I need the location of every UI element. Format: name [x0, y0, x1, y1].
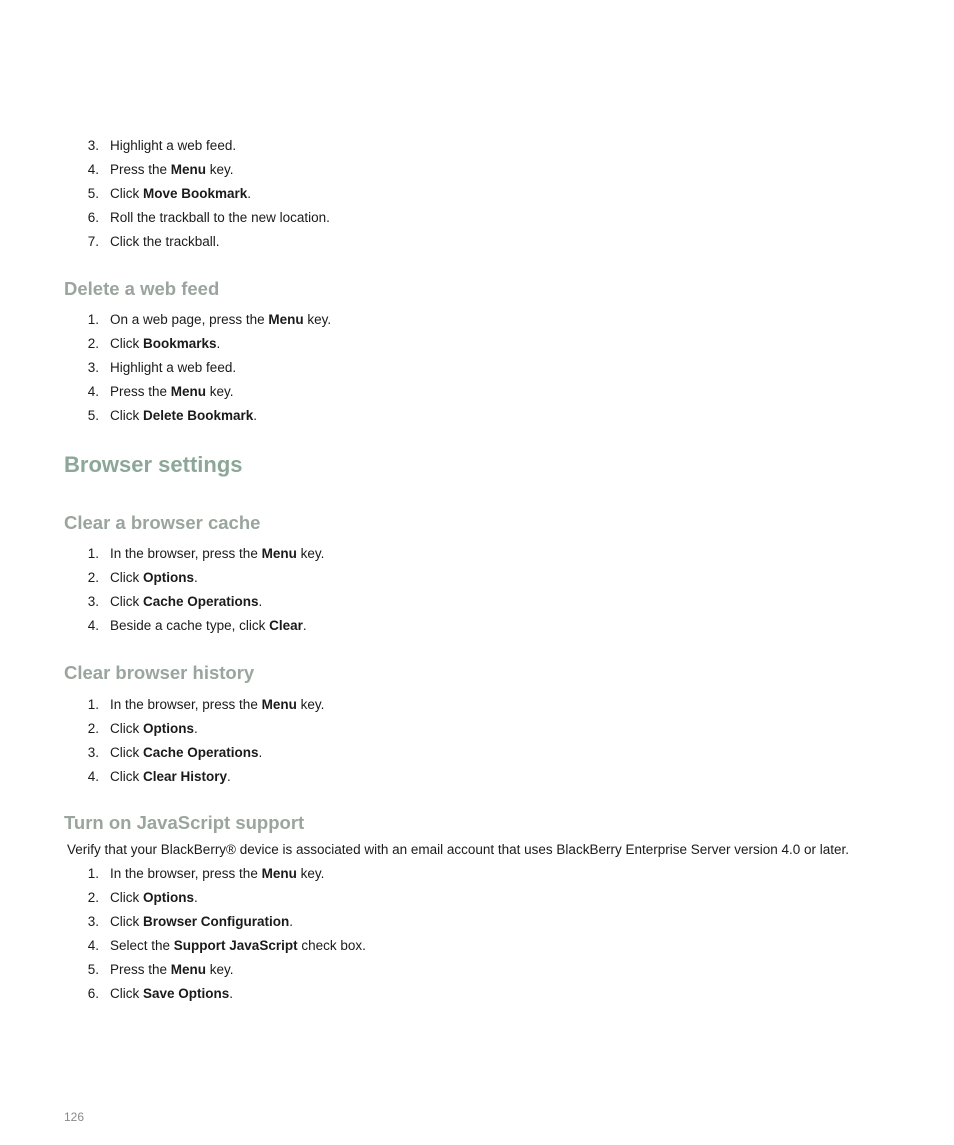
- step-number: 4.: [87, 938, 99, 953]
- step-number: 3.: [87, 914, 99, 929]
- step-text: [110, 862, 324, 886]
- step-text-plain: Click: [110, 986, 143, 1001]
- step-ui-term: Bookmarks: [143, 336, 217, 351]
- page-number: 126: [64, 1110, 85, 1124]
- step-text-plain: .: [216, 336, 221, 351]
- step-number: 2.: [87, 721, 99, 736]
- step-ui-term: Save Options: [143, 986, 230, 1001]
- step-number: 2.: [87, 890, 99, 905]
- step-text-plain: Select the: [110, 938, 174, 953]
- step-ui-term: Menu: [268, 312, 304, 327]
- step-number: 3.: [87, 360, 99, 375]
- step-text-plain: Highlight a web feed.: [110, 360, 237, 375]
- step-text: [110, 982, 233, 1006]
- step-number: 4.: [87, 162, 99, 177]
- step-text-plain: Click: [110, 914, 143, 929]
- step-text: [110, 958, 234, 982]
- step-text: [110, 910, 293, 934]
- step-text-plain: key.: [206, 162, 234, 177]
- step-text: [110, 230, 220, 254]
- step-text-plain: In the browser, press the: [110, 546, 262, 561]
- step-text-plain: In the browser, press the: [110, 866, 262, 881]
- step-text-plain: Click: [110, 594, 143, 609]
- step-text-plain: .: [194, 570, 198, 585]
- step-text-plain: .: [253, 408, 258, 423]
- step-number: 1.: [87, 312, 99, 327]
- step-text: [110, 765, 231, 789]
- step-text-plain: Click: [110, 336, 143, 351]
- step-ui-term: Menu: [170, 962, 207, 977]
- step-number: 3.: [87, 594, 99, 609]
- step-number: 6.: [87, 986, 99, 1001]
- step-text-plain: key.: [303, 312, 332, 327]
- step-text: [110, 356, 236, 380]
- step-ui-term: Menu: [170, 384, 207, 399]
- step-text: [110, 934, 366, 958]
- step-text-plain: Roll the trackball to the new location.: [110, 210, 330, 225]
- step-ui-term: Clear History: [143, 769, 228, 784]
- step-text-plain: .: [227, 769, 231, 784]
- step-text: [110, 134, 236, 158]
- step-number: 3.: [87, 138, 99, 153]
- step-number: 5.: [87, 962, 99, 977]
- clear-history-heading: Clear browser history: [64, 662, 255, 683]
- step-number: 1.: [87, 546, 99, 561]
- step-text-plain: In the browser, press the: [110, 697, 262, 712]
- step-text: [110, 206, 330, 230]
- step-text: [110, 542, 324, 566]
- step-text-plain: Click: [110, 721, 143, 736]
- step-ui-term: Delete Bookmark: [143, 408, 254, 423]
- step-number: 4.: [87, 618, 99, 633]
- step-number: 2.: [87, 570, 99, 585]
- step-ui-term: Menu: [261, 866, 297, 881]
- step-number: 1.: [87, 866, 99, 881]
- step-number: 5.: [87, 408, 99, 423]
- step-number: 7.: [87, 234, 99, 249]
- step-text-plain: .: [258, 594, 263, 609]
- step-ui-term: Menu: [261, 697, 297, 712]
- step-number: 2.: [87, 336, 99, 351]
- step-text-plain: .: [289, 914, 294, 929]
- step-number: 3.: [87, 745, 99, 760]
- step-ui-term: Support JavaScript: [173, 938, 298, 953]
- step-text-plain: check box.: [297, 938, 366, 953]
- step-ui-term: Options: [143, 570, 194, 585]
- step-ui-term: Options: [143, 721, 194, 736]
- step-text-plain: .: [194, 890, 198, 905]
- step-text: [110, 566, 198, 590]
- step-text-plain: Click: [110, 408, 143, 423]
- step-text-plain: Highlight a web feed.: [110, 138, 237, 153]
- delete-web-feed-heading: Delete a web feed: [64, 278, 220, 299]
- step-text-plain: key.: [296, 546, 325, 561]
- browser-settings-heading: Browser settings: [64, 452, 243, 477]
- step-number: 5.: [87, 186, 99, 201]
- step-text-plain: key.: [206, 384, 234, 399]
- step-ui-term: Menu: [170, 162, 207, 177]
- step-text: [110, 332, 220, 356]
- step-text: [110, 886, 198, 910]
- javascript-heading: Turn on JavaScript support: [64, 812, 305, 833]
- step-text-plain: Click: [110, 890, 143, 905]
- step-text-plain: On a web page, press the: [110, 312, 269, 327]
- step-ui-term: Options: [143, 890, 194, 905]
- step-text-plain: key.: [296, 866, 325, 881]
- step-text: [110, 404, 257, 428]
- step-text: [110, 308, 331, 332]
- step-text-plain: .: [194, 721, 198, 736]
- clear-cache-heading: Clear a browser cache: [64, 512, 261, 533]
- step-number: 4.: [87, 384, 99, 399]
- step-text: [110, 741, 262, 765]
- step-text: [110, 380, 234, 404]
- step-ui-term: Cache Operations: [143, 594, 259, 609]
- step-text-plain: Click: [110, 745, 143, 760]
- step-number: 6.: [87, 210, 99, 225]
- step-text-plain: .: [302, 618, 307, 633]
- step-text-plain: .: [247, 186, 252, 201]
- step-text: [110, 590, 262, 614]
- step-ui-term: Move Bookmark: [143, 186, 248, 201]
- javascript-intro: Verify that your BlackBerry® device is associated with an email account that uses BlackBerry Enterprise Server version 4.0 or later.: [67, 842, 850, 857]
- step-text: [110, 158, 234, 182]
- step-text-plain: key.: [206, 962, 234, 977]
- step-text-plain: Click: [110, 570, 143, 585]
- step-text-plain: Beside a cache type, click: [110, 618, 270, 633]
- step-text-plain: Click the trackball.: [110, 234, 220, 249]
- step-text: [110, 693, 324, 717]
- step-number: 1.: [87, 697, 99, 712]
- step-text-plain: Press the: [110, 384, 171, 399]
- step-text-plain: Press the: [110, 162, 171, 177]
- step-text-plain: key.: [296, 697, 325, 712]
- step-number: 4.: [87, 769, 99, 784]
- step-ui-term: Cache Operations: [143, 745, 259, 760]
- step-text-plain: Click: [110, 186, 143, 201]
- step-ui-term: Browser Configuration: [143, 914, 290, 929]
- step-ui-term: Clear: [269, 618, 303, 633]
- step-text-plain: .: [229, 986, 234, 1001]
- step-ui-term: Menu: [261, 546, 297, 561]
- step-text: [110, 614, 307, 638]
- step-text-plain: .: [258, 745, 263, 760]
- step-text: [110, 182, 251, 206]
- step-text-plain: Press the: [110, 962, 171, 977]
- step-text: [110, 717, 198, 741]
- step-text-plain: Click: [110, 769, 143, 784]
